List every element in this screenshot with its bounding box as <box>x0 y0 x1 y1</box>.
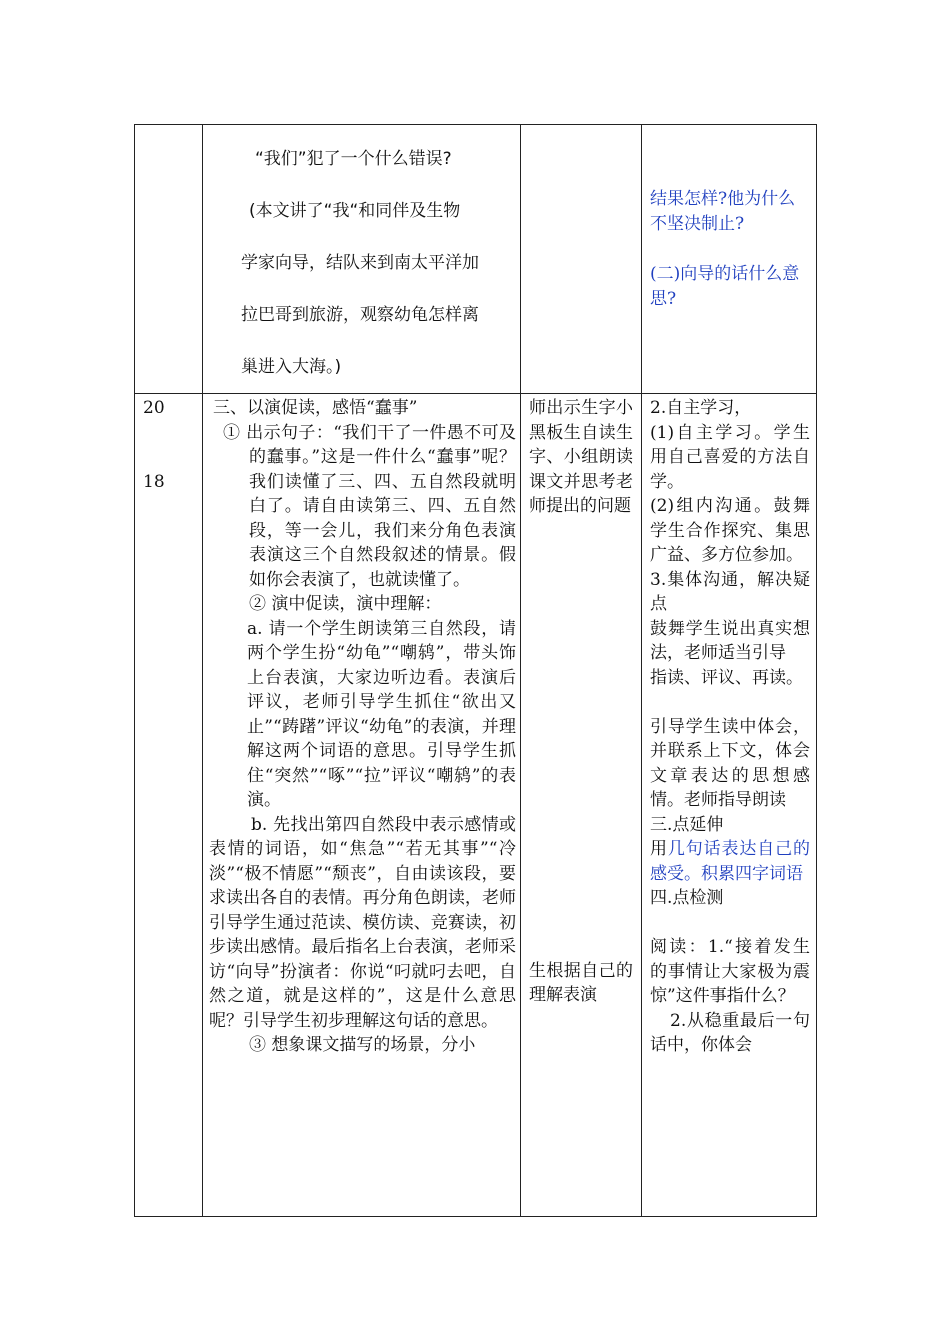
exercise-text: 2.从稳重最后一句话中，你体会 <box>650 1010 810 1055</box>
time-cell <box>135 394 203 1217</box>
table-row <box>135 125 817 394</box>
content-cell <box>203 394 521 1217</box>
question-text: (二)向导的话什么意思? <box>650 264 800 309</box>
summary-line: 拉巴哥到旅游，观察幼龟怎样离 <box>241 305 479 325</box>
step-2: ② 演中促读，演中理解： <box>249 594 442 614</box>
step-1: ① 出示句子：“我们干了一件愚不可及的蠢事。”这是一件什么“蠢事”呢？我们读懂了三、四、五自然段就明白了。请自由读第三、四、五自然段，等一会儿，我们来分角色表演表演这三个自然段叙述的情景。假如你会表演了，也就读懂了。 <box>223 422 516 590</box>
step-title: 2.自主学习， <box>650 398 752 418</box>
step-2b: b. 先找出第四自然段中表示感情或表情的词语，如“焦急”“若无其事”“冷淡”“极不情愿”“颓丧”，自由读该段，要求读出各自的表情。再分角色朗读，老师引导学生通过范读、模仿读、竞赛读，初步读出感情。最后指名上台表演，老师采访“向导”扮演者：你说“叼就叼去吧，自然之道，就是这样的”，这是什么意思呢？引导学生初步理解这句话的意思。 <box>209 814 516 1031</box>
time-value: 18 <box>143 471 165 492</box>
step-text: (2)组内沟通。鼓舞学生合作探究、集思广益、多方位参加。 <box>650 496 810 565</box>
time-cell <box>135 125 203 394</box>
question-text: 结果怎样?他为什么不坚决制止? <box>650 189 796 234</box>
student-activity-cell <box>521 394 642 1217</box>
question-line: “我们”犯了一个什么错误? <box>255 149 452 169</box>
step-text: 鼓舞学生说出真实想法，老师适当引导 <box>650 618 810 663</box>
design-intent-cell <box>642 125 817 394</box>
lesson-plan-table <box>134 124 817 1217</box>
step-prefix: 用 <box>650 839 668 859</box>
step-2a: a. 请一个学生朗读第三自然段，请两个学生扮“幼龟”“嘲鸫”，带头饰上台表演，大家边听边看。表演后评议，老师引导学生抓住“欲出又止”“踌躇”评议“幼龟”的表演，并理解这两个词语的意思。引导学生抓住“突然”“啄”“拉”评议“嘲鸫”的表演。 <box>247 618 516 810</box>
section-heading: 三、以演促读，感悟“蠢事” <box>213 398 418 418</box>
step-title: 三.点延伸 <box>650 814 724 835</box>
design-intent-cell <box>642 394 817 1217</box>
highlight-text: 几句话表达自己的感受。积累四字词语 <box>650 839 810 884</box>
summary-line: (本文讲了“我“和同伴及生物 <box>249 201 461 221</box>
step-text: 指读、评议、再读。 <box>650 667 803 688</box>
exercise-text: 阅读：1.“接着发生的事情让大家极为震惊”这件事指什么？ <box>650 937 810 1006</box>
content-cell <box>203 125 521 394</box>
activity-text: 师出示生字小黑板生自读生字、小组朗读课文并思考老师提出的问题 <box>529 398 633 516</box>
summary-line: 巢进入大海。) <box>241 357 342 377</box>
step-3: ③ 想象课文描写的场景，分小 <box>249 1035 476 1055</box>
step-text: 引导学生读中体会，并联系上下文，体会文章表达的思想感情。老师指导朗读 <box>650 716 810 810</box>
activity-text: 生根据自己的理解表演 <box>529 960 633 1005</box>
step-title: 四.点检测 <box>650 888 724 908</box>
table-row <box>135 394 817 1217</box>
step-text: (1)自主学习。学生用自己喜爱的方法自学。 <box>650 422 810 492</box>
step-title: 3.集体沟通，解决疑点 <box>650 569 810 614</box>
step-text <box>650 837 810 886</box>
summary-line: 学家向导，结队来到南太平洋加 <box>241 253 479 273</box>
time-value: 20 <box>143 398 165 418</box>
student-activity-cell <box>521 125 642 394</box>
